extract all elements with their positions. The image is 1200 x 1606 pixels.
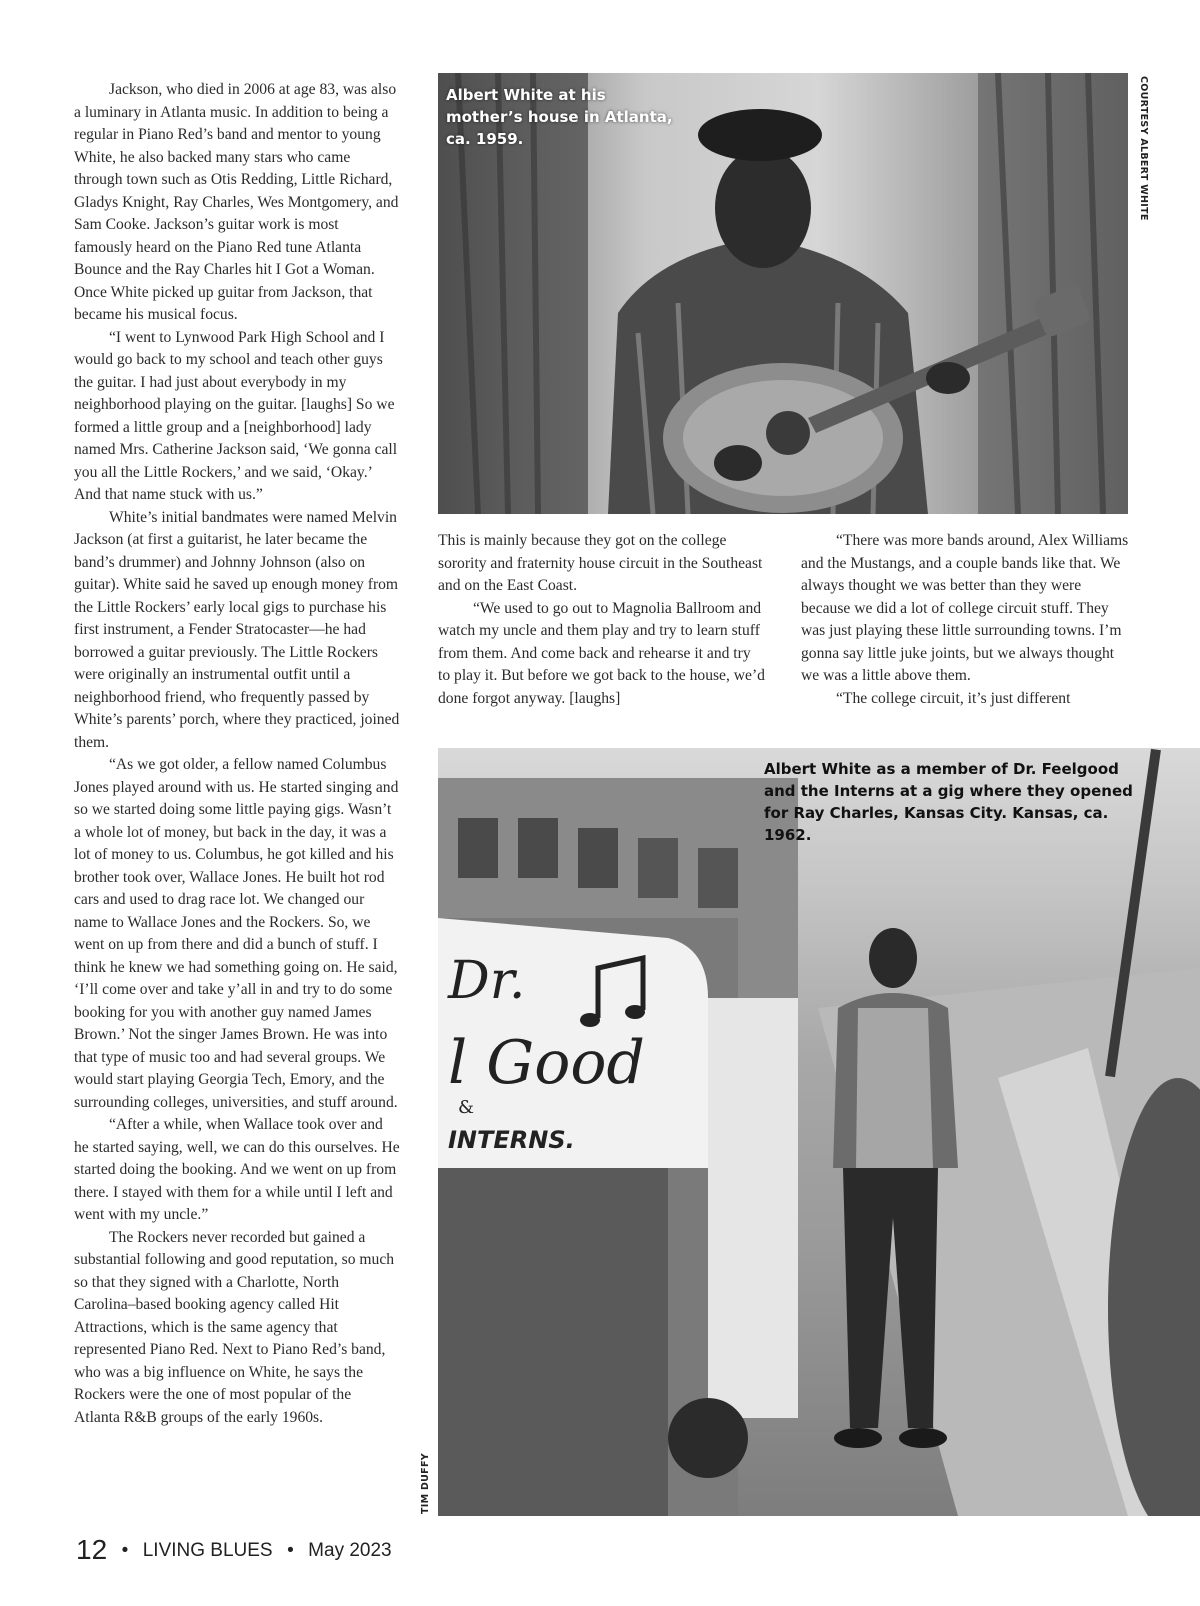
photo-illustration [438,748,1200,1516]
article-column-middle [438,530,766,710]
photo-credit-top: COURTESY ALBERT WHITE [1138,76,1149,221]
sign-text-dr: Dr. [448,951,526,1011]
paragraph: “The college circuit, it’s just different [836,689,1071,707]
page-number: 12 [76,1534,108,1565]
bullet-separator: • [287,1540,294,1561]
sign-text-ampersand: & [458,1097,475,1118]
paragraph: The Rockers never recorded but gained a substantial following and good reputation, so much so that they signed with a Charlotte, North Carolina–based booking agency called Hit Attractions, which is the same agency that represented Piano Red. Next to Piano Red’s band, who was a big influence on White, he says the Rockers were the one of most popular of the Atlanta R&B groups of the early 1960s. [74,1228,395,1426]
sign-text-interns: INTERNS. [448,1126,575,1154]
article-column-left [74,79,400,1429]
photo-caption-bottom: Albert White as a member of Dr. Feelgood and the Interns at a gig where they opened for Ray Charles, Kansas City. Kansas, ca. 1962. [764,760,1133,844]
bullet-separator: • [121,1540,129,1561]
paragraph: “As we got older, a fellow named Columbus Jones played around with us. He started singing and so we started doing some little paying gigs. Wasn’t a whole lot of money, but back in the day, it was a lot of money to us. Columbus, he got killed and his brother took over, Wallace Jones. He built hot rod cars and used to drag race lot. We changed our name to Wallace Jones and the Rockers. So, we went on up from there and did a bunch of stuff. I think he knew we had something going on. He said, ‘I’ll come over and take y’all in and try to do some booking for you with another guy named James Brown.’ Not the singer James Brown. He was into that type of music too and had several groups. We would start playing Georgia Tech, Emory, and the surrounding colleges, universities, and stuff around. [74,756,399,1111]
page-footer [76,1534,392,1566]
photo-credit-bottom: TIM DUFFY [420,1453,431,1514]
photo-dr-feelgood-interns-1962 [438,748,1200,1516]
paragraph: “We used to go out to Magnolia Ballroom and watch my uncle and them play and try to learn stuff from them. And come back and rehearse it and try to play it. But before we got back to the house, we’d done forgot anyway. [laughs] [438,599,765,707]
paragraph: “I went to Lynwood Park High School and I would go back to my school and teach other guys the guitar. I had just about everybody in my neighborhood playing on the guitar. [laughs] So we formed a little group and a [neighborhood] lady named Mrs. Catherine Jackson said, ‘We gonna call you all the Little Rockers,’ and we said, ‘Okay.’ And that name stuck with us.” [74,328,398,503]
paragraph: “There was more bands around, Alex Williams and the Mustangs, and a couple bands like that. We always thought we was better than they were because we did a lot of college circuit stuff. They was just playing these little surrounding towns. I’m gonna say little juke joints, but we always thought we was a little above them. [801,532,1129,684]
sign-text-good: l Good [448,1028,645,1098]
issue-date: May 2023 [308,1540,392,1561]
magazine-name: LIVING BLUES [142,1540,273,1561]
photo-caption-top: Albert White at his mother’s house in Atlanta, ca. 1959. [446,86,673,148]
paragraph: Jackson, who died in 2006 at age 83, was also a luminary in Atlanta music. In addition to being a regular in Piano Red’s band and mentor to young White, he also backed many stars who came through town such as Otis Redding, Little Richard, Gladys Knight, Ray Charles, Wes Montgomery, and Sam Cooke. Jackson’s guitar work is most famously heard on the Piano Red tune Atlanta Bounce and the Ray Charles hit I Got a Woman. Once White picked up guitar from Jackson, that became his musical focus. [74,81,399,323]
paragraph: White’s initial bandmates were named Melvin Jackson (at first a guitarist, he later became the band’s drummer) and Johnny Johnson (also on guitar). White said he saved up enough money from the Little Rockers’ early local gigs to purchase his first instrument, a Fender Stratocaster—he had borrowed a guitar previously. The Little Rockers were originally an instrumental outfit until a neighborhood friend, who frequently passed by White’s parents’ porch, where they practiced, joined them. [74,508,400,751]
article-column-right [801,530,1129,710]
paragraph: This is mainly because they got on the college sorority and fraternity house circuit in the Southeast and on the East Coast. [438,532,763,594]
paragraph: “After a while, when Wallace took over and he started saying, well, we can do this ourselves. He started doing the booking. And we went on up from there. I stayed with them for a while until I left and went with my uncle.” [74,1116,400,1223]
